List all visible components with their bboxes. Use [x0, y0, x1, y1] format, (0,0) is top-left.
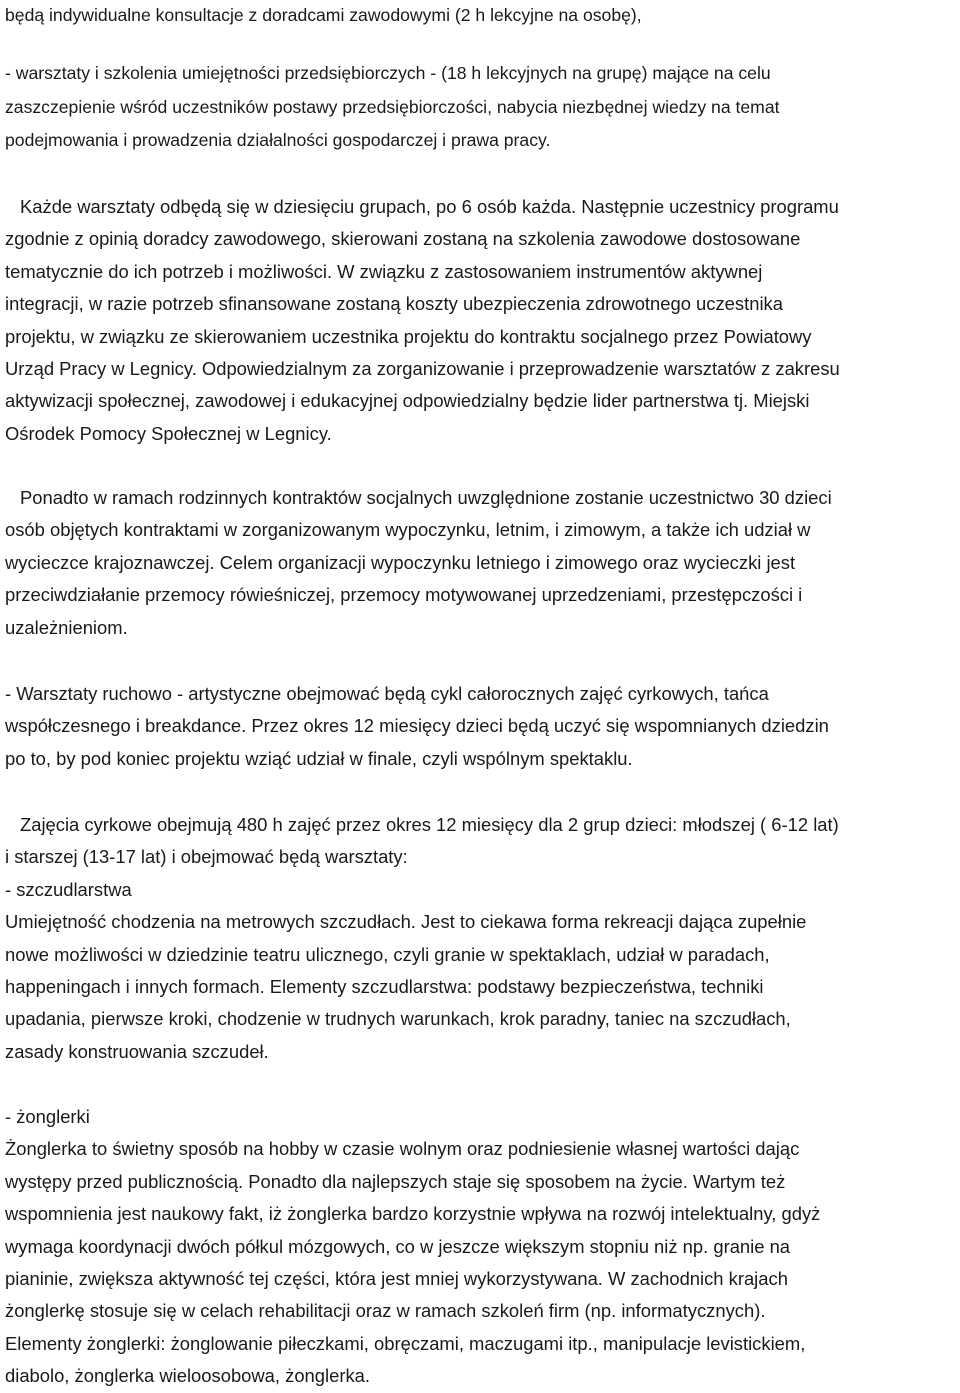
text-line: aktywizacji społecznej, zawodowej i edukacyjnej odpowiedzialny będzie lider partnerstwa tj. Miejski — [5, 390, 810, 412]
paragraph — [5, 482, 955, 644]
text-line: przeciwdziałanie przemocy rówieśniczej, przemocy motywowanej uprzedzeniami, przestępczości i — [5, 584, 803, 606]
text-line: Elementy żonglerki: żonglowanie piłeczkami, obręczami, maczugami itp., manipulacje levistickiem, — [5, 1332, 806, 1354]
text-line: podejmowania i prowadzenia działalności gospodarczej i prawa pracy. — [5, 130, 551, 150]
text-line: - żonglerki — [5, 1106, 90, 1127]
text-line: tematycznie do ich potrzeb i możliwości. W związku z zastosowaniem instrumentów aktywnej — [5, 260, 763, 282]
text-line: występy przed publicznością. Ponadto dla najlepszych staje się sposobem na życie. Wartym też — [5, 1170, 786, 1192]
text-line: żonglerkę stosuje się w celach rehabilitacji oraz w ramach szkoleń firm (np. informatycznych). — [5, 1300, 766, 1322]
text-line: i starszej (13-17 lat) i obejmować będą warsztaty: — [5, 846, 408, 868]
text-line: osób objętych kontraktami w zorganizowanym wypoczynku, letnim, i zimowym, a także ich udział w — [5, 519, 811, 541]
text-line: Żonglerka to świetny sposób na hobby w czasie wolnym oraz podniesienie własnej wartości dając — [5, 1138, 800, 1160]
text-line: Ponadto w ramach rodzinnych kontraktów socjalnych uwzględnione zostanie uczestnictwo 30 dzieci — [20, 487, 832, 508]
text-line: zaszczepienie wśród uczestników postawy przedsiębiorczości, nabycia niezbędnej wiedzy na temat — [5, 96, 780, 117]
text-line: wspomnienia jest naukowy fakt, iż żonglerka bardzo korzystnie wpływa na rozwój intelektualny, gdyż — [5, 1203, 821, 1225]
text-line: Każde warsztaty odbędą się w dziesięciu grupach, po 6 osób każda. Następnie uczestnicy programu — [20, 196, 839, 217]
text-line: Umiejętność chodzenia na metrowych szczudłach. Jest to ciekawa forma rekreacji dająca zupełnie — [5, 911, 807, 933]
text-line: diabolo, żonglerka wieloosobowa, żonglerka. — [5, 1365, 370, 1387]
text-line: Urząd Pracy w Legnicy. Odpowiedzialnym za zorganizowanie i przeprowadzenie warsztatów z zakresu — [5, 358, 840, 380]
paragraph — [5, 678, 955, 775]
text-line: będą indywidualne konsultacje z doradcami zawodowymi (2 h lekcyjne na osobę), — [5, 5, 642, 25]
paragraph — [5, 191, 955, 450]
text-line: wymaga koordynacji dwóch półkul mózgowych, co w jeszcze większym stopniu niż np. granie na — [5, 1235, 791, 1257]
text-line: zasady konstruowania szczudeł. — [5, 1040, 269, 1062]
text-line: projektu, w związku ze skierowaniem uczestnika projektu do kontraktu socjalnego przez Powiatowy — [5, 325, 812, 347]
text-line: uzależnieniom. — [5, 616, 128, 638]
text-line: wycieczce krajoznawczej. Celem organizacji wypoczynku letniego i zimowego oraz wycieczki jest — [5, 551, 796, 573]
text-line: pianinie, zwiększa aktywność tej części, która jest mniej wykorzystywana. W zachodnich krajach — [5, 1268, 788, 1290]
text-line: happeningach i innych formach. Elementy szczudlarstwa: podstawy bezpieczeństwa, techniki — [5, 976, 764, 998]
text-line: - Warsztaty ruchowo - artystyczne obejmować będą cykl całorocznych zajęć cyrkowych, tańca — [5, 683, 769, 704]
text-line: nowe możliwości w dziedzinie teatru ulicznego, czyli granie w spektaklach, udział w paradach, — [5, 943, 770, 965]
text-line: - szczudlarstwa — [5, 878, 132, 900]
text-line: zgodnie z opinią doradcy zawodowego, skierowani zostaną na szkolenia zawodowe dostosowane — [5, 228, 801, 250]
text-line: po to, by pod koniec projektu wziąć udział w finale, czyli wspólnym spektaklu. — [5, 747, 633, 769]
paragraph — [5, 1101, 955, 1393]
paragraph — [5, 809, 955, 1068]
text-line: Zajęcia cyrkowe obejmują 480 h zajęć przez okres 12 miesięcy dla 2 grup dzieci: młodszej ( 6-12 lat) — [20, 814, 839, 835]
text-line: współczesnego i breakdance. Przez okres 12 miesięcy dzieci będą uczyć się wspomnianych dziedzin — [5, 715, 829, 737]
text-line: - warsztaty i szkolenia umiejętności przedsiębiorczych - (18 h lekcyjnych na grupę) mające na celu — [5, 63, 771, 83]
text-line: integracji, w razie potrzeb sfinansowane zostaną koszty ubezpieczenia zdrowotnego uczestnika — [5, 293, 783, 315]
text-line: upadania, pierwsze kroki, chodzenie w trudnych warunkach, krok paradny, taniec na szczudłach, — [5, 1008, 791, 1030]
paragraph — [5, 0, 955, 33]
text-line: Ośrodek Pomocy Społecznej w Legnicy. — [5, 422, 332, 444]
paragraph — [5, 57, 955, 158]
